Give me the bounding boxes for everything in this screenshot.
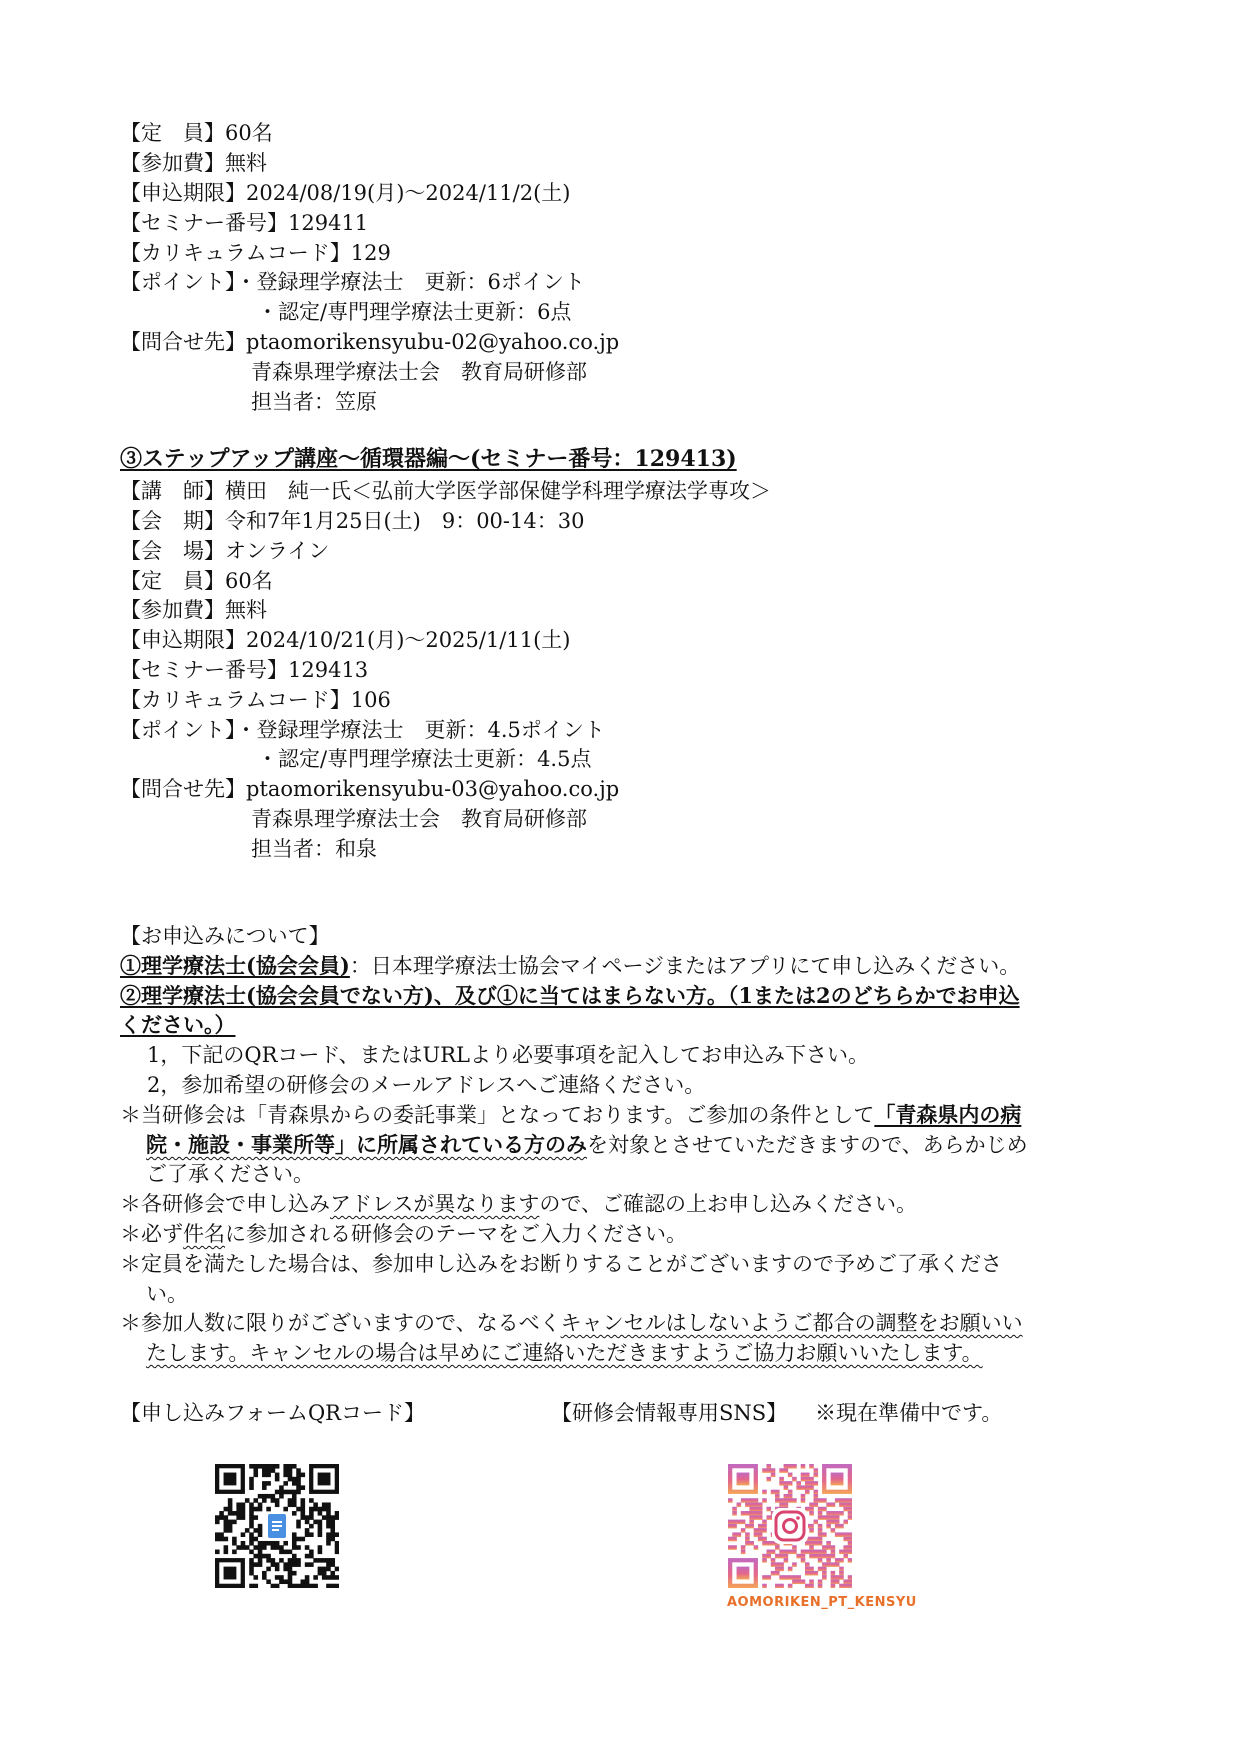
seminar2-deadline: 【申込期限】2024/08/19(月)～2024/11/2(土) xyxy=(120,181,571,205)
item1-rest: ：日本理学療法士協会マイページまたはアプリにて申し込みください。 xyxy=(349,954,1021,978)
contact-label: 【問合せ先】 xyxy=(120,777,246,801)
contact-email-link[interactable]: ptaomorikensyubu-03@yahoo.co.jp xyxy=(246,777,620,801)
note2-text-end: ので、ご確認の上お申し込みください。 xyxy=(539,1192,917,1216)
note1-emphasis-cont: 院・施設・事業所等」に所属されている方のみ xyxy=(146,1132,587,1157)
item1-bold: ①理学療法士(協会会員) xyxy=(120,953,350,978)
note5-line1 xyxy=(120,1309,1023,1337)
document-icon xyxy=(268,1514,286,1538)
seminar3-contact xyxy=(120,775,619,803)
seminar3-contact-org: 青森県理学療法士会 教育局研修部 xyxy=(251,807,587,831)
note3-text: ＊必ず xyxy=(120,1222,183,1246)
seminar3-points-registered: 【ポイント】・登録理学療法士 更新：4.5ポイント xyxy=(120,718,605,742)
seminar3-fee: 【参加費】無料 xyxy=(120,598,267,622)
application-step2: 2，参加希望の研修会のメールアドレスへご連絡ください。 xyxy=(147,1073,706,1097)
note5-text: ＊参加人数に限りがございますので、なるべく xyxy=(120,1311,561,1335)
form-qr-code[interactable] xyxy=(215,1464,339,1588)
seminar3-capacity: 【定 員】60名 xyxy=(120,569,273,593)
instagram-qr-code[interactable] xyxy=(728,1464,852,1588)
seminar2-fee: 【参加費】無料 xyxy=(120,151,267,175)
seminar3-deadline: 【申込期限】2024/10/21(月)～2025/1/11(土) xyxy=(120,628,571,652)
note3 xyxy=(120,1220,687,1248)
note1-text-cont: を対象とさせていただきますので、あらかじめ xyxy=(587,1133,1028,1157)
note1-line2 xyxy=(146,1131,1028,1159)
seminar3-lecturer: 【講 師】横田 純一氏＜弘前大学医学部保健学科理学療法学専攻＞ xyxy=(120,479,771,503)
seminar2-capacity: 【定 員】60名 xyxy=(120,121,273,145)
seminar2-contact xyxy=(120,328,619,356)
seminar3-title: ③ステップアップ講座～循環器編～(セミナー番号：129413) xyxy=(120,446,737,472)
contact-email-link[interactable]: ptaomorikensyubu-02@yahoo.co.jp xyxy=(246,330,620,354)
application-item2-line2: ください。） xyxy=(120,1012,236,1037)
note1-text: ＊当研修会は「青森県からの委託事業」となっております。ご参加の条件として xyxy=(120,1103,875,1127)
note3-emphasis: 件名 xyxy=(183,1222,225,1246)
note2-text: ＊各研修会で申し込み xyxy=(120,1192,330,1216)
seminar2-points-registered: 【ポイント】・登録理学療法士 更新：6ポイント xyxy=(120,270,585,294)
application-item2-line1: ②理学療法士(協会会員でない方)、及び①に当てはまらない方。（1または2のどちらかでお申込 xyxy=(120,983,1020,1008)
seminar3-number: 【セミナー番号】129413 xyxy=(120,658,369,682)
sns-handle: AOMORIKEN_PT_KENSYU xyxy=(727,1595,917,1610)
note2 xyxy=(120,1190,917,1218)
note1-line3: ご了承ください。 xyxy=(146,1162,314,1186)
qr-form-label: 【申し込みフォームQRコード】 xyxy=(120,1401,425,1425)
seminar3-points-certified: ・認定/専門理学療法士更新：4.5点 xyxy=(257,747,592,771)
application-heading: 【お申込みについて】 xyxy=(120,924,330,948)
application-step1: 1，下記のQRコード、またはURLより必要事項を記入してお申込み下さい。 xyxy=(147,1043,869,1067)
contact-label: 【問合せ先】 xyxy=(120,330,246,354)
note1-line1 xyxy=(120,1101,1021,1129)
seminar3-venue: 【会 場】オンライン xyxy=(120,539,330,563)
sns-note: ※現在準備中です。 xyxy=(815,1401,1003,1425)
note5-emphasis: キャンセルはしないようご都合の調整をお願いい xyxy=(560,1311,1023,1335)
seminar2-points-certified: ・認定/専門理学療法士更新：6点 xyxy=(257,300,572,324)
note5-line2: たします。キャンセルの場合は早めにご連絡いただきますようご協力お願いいたします。 xyxy=(146,1341,983,1365)
seminar2-number: 【セミナー番号】129411 xyxy=(120,211,369,235)
note4-line2: い。 xyxy=(146,1282,188,1306)
note1-emphasis: 「青森県内の病 xyxy=(874,1102,1022,1127)
application-item1 xyxy=(120,952,1020,980)
note2-emphasis: アドレスが異なります xyxy=(330,1192,540,1216)
seminar3-curriculum: 【カリキュラムコード】106 xyxy=(120,688,391,712)
seminar2-contact-org: 青森県理学療法士会 教育局研修部 xyxy=(251,360,587,384)
seminar2-contact-person: 担当者：笠原 xyxy=(251,390,377,414)
seminar2-curriculum: 【カリキュラムコード】129 xyxy=(120,241,391,265)
note4-line1: ＊定員を満たした場合は、参加申し込みをお断りすることがございますので予めご了承くださ xyxy=(120,1252,1002,1276)
note3-text-end: に参加される研修会のテーマをご入力ください。 xyxy=(225,1222,687,1246)
seminar3-contact-person: 担当者：和泉 xyxy=(251,837,377,861)
seminar3-date: 【会 期】令和7年1月25日(土) 9：00-14：30 xyxy=(120,509,585,533)
sns-label: 【研修会情報専用SNS】 xyxy=(551,1401,788,1425)
